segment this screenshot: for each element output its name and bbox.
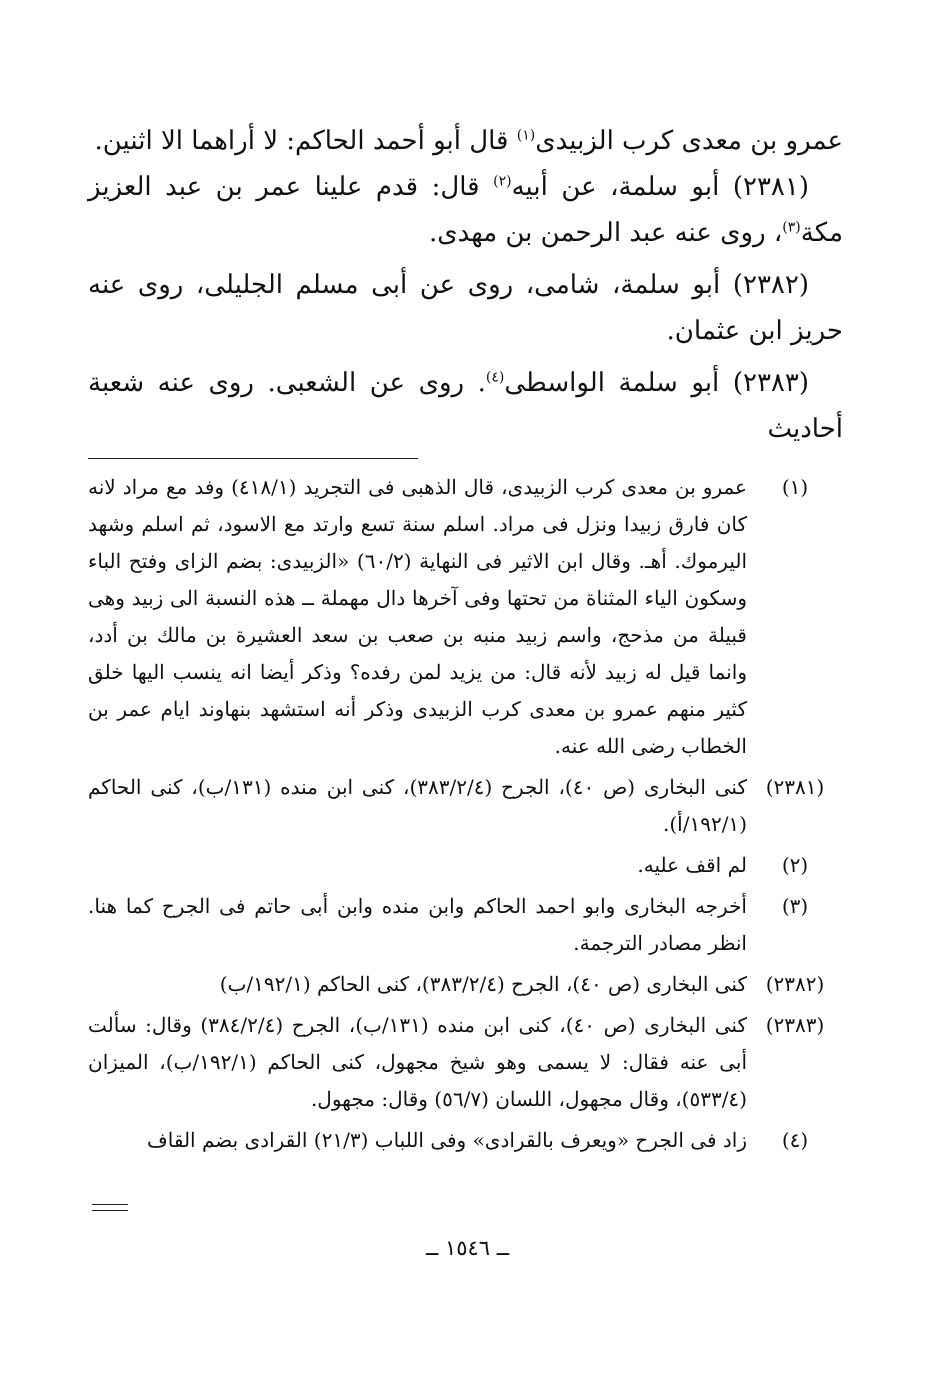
entry-2383	[88, 360, 843, 452]
text-run: (٢٣٨٣) أبو سلمة الواسطى	[504, 368, 809, 398]
text-run: عمرو بن معدى كرب الزبيدى	[535, 126, 843, 156]
footnote-number: (٢٣٨٢)	[765, 972, 825, 996]
footnote-2381	[88, 769, 843, 843]
main-text	[88, 118, 843, 452]
text-run: قال أبو أحمد الحاكم: لا أراهما الا اثنين.	[94, 126, 517, 156]
footnote-text: كنى البخارى (ص ٤٠)، كنى ابن منده (١٣١/ب)، الجرح (٣٨٤/٢/٤) وقال: سألت أبى عنه فقال: لا يسمى وهو شيخ مجهول، كنى الحاكم (١٩٢/١/ب)، الميزان (٥٣٣/٤)، وقال مجهول، اللسان (٥٦/٧) وقال: مجهول.	[88, 1013, 747, 1111]
footnote-text: أخرجه البخارى وابو احمد الحاكم وابن منده وابن أبى حاتم فى الجرح كما هنا. انظر مصادر الترجمة.	[88, 894, 747, 955]
footnote-number: (١)	[781, 475, 809, 499]
footnote-ref-1[interactable]: (١)	[516, 127, 536, 144]
footnote-number: (٢٣٨٣)	[765, 1013, 825, 1037]
entry-2382: (٢٣٨٢) أبو سلمة، شامى، روى عن أبى مسلم الجليلى، روى عنه حريز ابن عثمان.	[88, 270, 843, 346]
entry-2381	[88, 164, 843, 256]
footnote-text: كنى البخارى (ص ٤٠)، الجرح (٣٨٣/٢/٤)، كنى الحاكم (١٩٢/١/ب)	[219, 972, 747, 996]
footnote-2383	[88, 1007, 843, 1118]
footnote-number: (٢)	[781, 853, 809, 877]
footnote-number: (٢٣٨١)	[765, 775, 825, 799]
footnote-separator	[88, 458, 418, 459]
footnote-1	[88, 469, 843, 765]
footnote-text: كنى البخارى (ص ٤٠)، الجرح (٣٨٣/٢/٤)، كنى ابن منده (١٣١/ب)، كنى الحاكم (١٩٢/١/أ).	[88, 775, 747, 836]
footnote-2	[88, 847, 843, 884]
footnote-ref-4[interactable]: (٤)	[485, 369, 505, 386]
text-run: . روى عن الشعبى. روى عنه شعبة أحاديث	[88, 368, 843, 444]
text-run: ، روى عنه عبد الرحمن بن مهدى.	[428, 218, 783, 248]
text-run: قال: قدم علينا عمر بن عبد العزيز مكة	[88, 172, 843, 248]
footnotes	[88, 469, 843, 1159]
footnote-4	[88, 1122, 843, 1159]
footnote-2382	[88, 966, 843, 1003]
footnote-text: زاد فى الجرح «ويعرف بالقرادى» وفى اللباب (٢١/٣) القرادى بضم القاف	[147, 1128, 747, 1152]
page-number: ــ ١٥٤٦ ــ	[425, 1236, 510, 1260]
text-run: (٢٣٨١) أبو سلمة، عن أبيه	[511, 172, 809, 202]
footnote-text: لم اقف عليه.	[637, 853, 747, 877]
continuation-mark	[92, 1204, 128, 1211]
footnote-3	[88, 888, 843, 962]
footnote-number: (٤)	[781, 1128, 809, 1152]
footnote-ref-3[interactable]: (٣)	[782, 219, 801, 236]
paragraph-continuation	[88, 118, 843, 164]
footnote-number: (٣)	[781, 894, 809, 918]
footnote-text: عمرو بن معدى كرب الزبيدى، قال الذهبى فى التجريد (٤١٨/١) وفد مع مراد لانه كان فارق زبيدا ونزل فى مراد. اسلم سنة تسع وارتد مع الاسود، ثم اسلم وشهد اليرموك. أهـ. وقال ابن الاثير فى النهاية (٦٠/٢) «الزبيدى: بضم الزاى وفتح الباء وسكون الياء المثناة من تحتها وفى آخرها دال مهملة ــ هذه النسبة الى زبيد وهى قبيلة من مذحج، واسم زبيد منبه بن صعب بن سعد العشيرة بن مالك بن أدد، وانما قيل له زبيد لأنه قال: من يزيد لمن رفده؟ وذكر أيضا انه ينسب اليها خلق كثير منهم عمرو بن معدى كرب الزبيدى وذكر أنه استشهد بنهاوند ايام عمر بن الخطاب رضى الله عنه.	[88, 475, 748, 758]
footnote-ref-2[interactable]: (٢)	[493, 173, 512, 190]
